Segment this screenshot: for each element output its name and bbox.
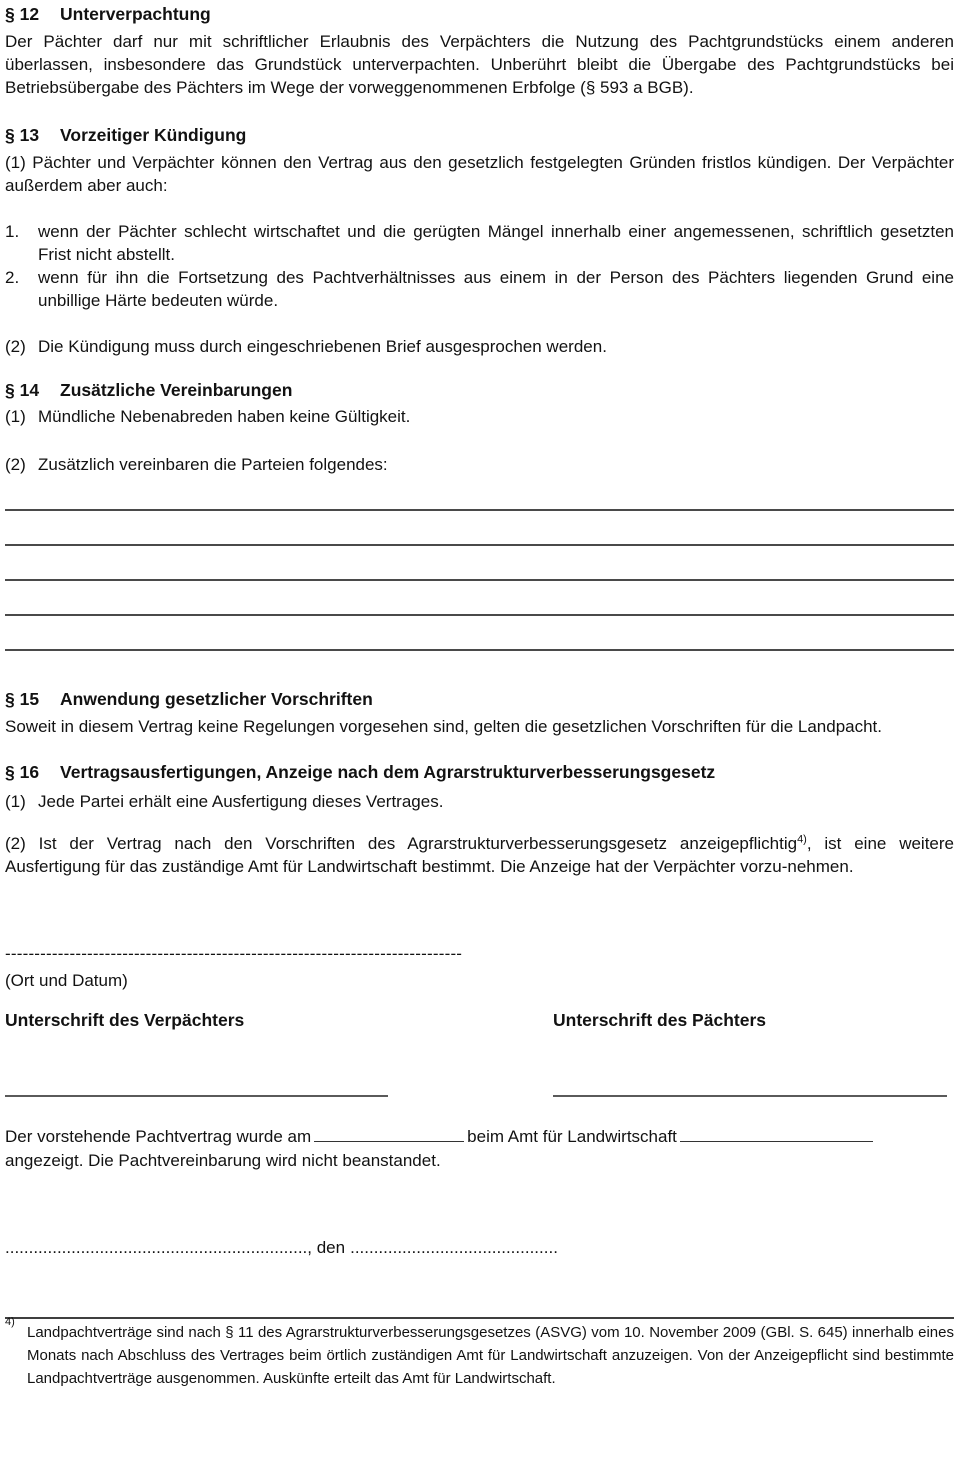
- footnote-4: [5, 1316, 954, 1390]
- lessor-signature-heading: Unterschrift des Verpächters: [5, 1010, 245, 1030]
- registration-notice-line-1: [5, 1125, 954, 1149]
- section-13-list: [5, 220, 954, 312]
- registration-notice: [5, 1125, 954, 1173]
- notice-text: Der vorstehende Pachtvertrag wurde am: [5, 1127, 312, 1146]
- signature-lines: [5, 1095, 954, 1097]
- additional-agreements-fill-area: [5, 476, 954, 651]
- section-15-title: Anwendung gesetzlicher Vorschriften: [60, 689, 373, 709]
- signature-headings: [5, 1008, 954, 1032]
- paragraph-marker: (1): [5, 407, 26, 426]
- office-fill-blank: [680, 1128, 873, 1142]
- section-15-body: Soweit in diesem Vertrag keine Regelungen vorgesehen sind, gelten die gesetzlichen Vorschriften für die Landpacht.: [5, 717, 883, 736]
- list-item: [5, 220, 954, 266]
- paragraph-text: Jede Partei erhält eine Ausfertigung dieses Vertrages.: [38, 792, 444, 811]
- footnote-marker: 4): [5, 1316, 15, 1328]
- section-14-title: Zusätzliche Vereinbarungen: [60, 380, 293, 400]
- section-14-heading: [5, 378, 954, 402]
- den-label: , den: [307, 1238, 346, 1257]
- list-item-marker: 2.: [5, 268, 20, 287]
- section-12-title: Unterverpachtung: [60, 4, 211, 24]
- dotted-fill: ................................................................: [5, 1238, 308, 1257]
- date-fill-blank: [314, 1128, 464, 1142]
- paragraph-text: Die Kündigung muss durch eingeschriebenen Brief ausgesprochen werden.: [38, 337, 607, 356]
- section-16-heading: [5, 760, 954, 784]
- fill-line: [5, 476, 954, 511]
- section-14-paragraph-1: [5, 405, 954, 428]
- fill-line: [5, 581, 954, 616]
- list-item-text: wenn der Pächter schlecht wirtschaftet und die gerügten Mängel innerhalb einer angemessenen, schriftlich gesetzten Frist nicht abstellt.: [38, 222, 954, 264]
- section-12-heading: [5, 2, 954, 26]
- section-14-number: § 14: [5, 380, 40, 400]
- section-16-paragraph-1: [5, 790, 954, 813]
- paragraph-text: Mündliche Nebenabreden haben keine Gültigkeit.: [38, 407, 411, 426]
- place-date-dashed-line: ------------------------------------------------------------------------------: [5, 944, 463, 963]
- section-16-paragraph-2: [5, 832, 954, 878]
- place-date-label: (Ort und Datum): [5, 971, 128, 990]
- paragraph-marker: (1): [5, 792, 26, 811]
- dotted-fill: ............................................: [350, 1238, 558, 1257]
- list-item: [5, 266, 954, 312]
- fill-line: [5, 546, 954, 581]
- notice-text: beim Amt für Landwirtschaft: [467, 1127, 677, 1146]
- fill-line: [5, 616, 954, 651]
- section-15-heading: [5, 687, 954, 711]
- place-date-dotted-line: [5, 1236, 954, 1259]
- fill-line: [5, 511, 954, 546]
- section-12-body: Der Pächter darf nur mit schriftlicher Erlaubnis des Verpächters die Nutzung des Pachtgrundstücks einem anderen überlassen, insbesondere das Grundstück unterverpachten. Unberührt bleibt die Übergabe des Pachtgrundstücks bei Betriebsübergabe des Pächters im Wege der vorweggenommenen Erbfolge (§ 593 a BGB).: [5, 32, 954, 97]
- section-13-paragraph-1: (1) Pächter und Verpächter können den Vertrag aus den gesetzlich festgelegten Gründen fristlos kündigen. Der Verpächter außerdem aber auch:: [5, 153, 954, 195]
- paragraph-marker: (2): [5, 455, 26, 474]
- section-13-title: Vorzeitiger Kündigung: [60, 125, 247, 145]
- section-13-heading: [5, 123, 954, 147]
- section-16-number: § 16: [5, 762, 40, 782]
- lessee-signature-heading: Unterschrift des Pächters: [553, 1010, 766, 1030]
- lessor-signature-line: [5, 1095, 388, 1097]
- section-16-title: Vertragsausfertigungen, Anzeige nach dem Agrarstrukturverbesserungsgesetz: [60, 762, 716, 782]
- section-13-number: § 13: [5, 125, 40, 145]
- section-14-paragraph-2: [5, 453, 954, 476]
- lessee-signature-line: [553, 1095, 947, 1097]
- list-item-text: wenn für ihn die Fortsetzung des Pachtverhältnisses aus einem in der Person des Pächters liegenden Grund eine unbillige Härte bedeuten würde.: [38, 268, 954, 310]
- registration-notice-line-2: angezeigt. Die Pachtvereinbarung wird nicht beanstandet.: [5, 1151, 441, 1170]
- paragraph-text: Zusätzlich vereinbaren die Parteien folgendes:: [38, 455, 388, 474]
- section-12-number: § 12: [5, 4, 40, 24]
- footnote-text: Landpachtverträge sind nach § 11 des Agrarstrukturverbesserungsgesetzes (ASVG) vom 10. November 2009 (GBl. S. 645) innerhalb eines Monats nach Abschluss des Vertrages beim örtlich zuständigen Amt für Landwirtschaft anzuzeigen. Von der Anzeigepflicht sind bestimmte Landpachtverträge ausgenommen. Auskünfte erteilt das Amt für Landwirtschaft.: [27, 1324, 954, 1387]
- list-item-marker: 1.: [5, 222, 20, 241]
- section-15-number: § 15: [5, 689, 40, 709]
- footnote-reference: 4): [797, 833, 807, 846]
- section-13-paragraph-2: [5, 335, 954, 358]
- paragraph-marker: (2): [5, 337, 26, 356]
- paragraph-text: , ist eine weitere Ausfertigung für das zuständige Amt für Landwirtschaft bestimmt. Die Anzeige hat der Verpächter vorzu-nehmen.: [5, 834, 954, 876]
- paragraph-text: (2) Ist der Vertrag nach den Vorschriften des Agrarstrukturverbesserungsgesetz anzeigepflichtig: [5, 834, 798, 853]
- footnote-divider: [5, 1317, 954, 1319]
